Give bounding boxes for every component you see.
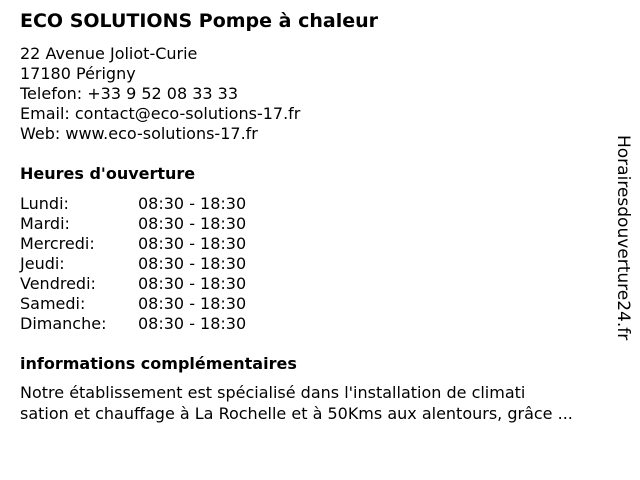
opening-hours-list — [20, 194, 246, 334]
phone: Telefon: +33 9 52 08 33 33 — [20, 84, 239, 103]
city: 17180 Périgny — [20, 64, 136, 83]
hours-row — [20, 314, 246, 334]
hours-row — [20, 214, 246, 234]
hours-row — [20, 294, 246, 314]
opening-hours-heading: Heures d'ouverture — [20, 164, 196, 183]
day-label: Jeudi: — [20, 254, 65, 273]
time-range: 08:30 - 18:30 — [138, 294, 247, 313]
hours-row — [20, 254, 246, 274]
time-range: 08:30 - 18:30 — [138, 314, 247, 333]
day-label: Lundi: — [20, 194, 69, 213]
site-watermark: Horairesdouverture24.fr — [613, 135, 633, 341]
info-line: Notre établissement est spécialisé dans l'installation de climati — [20, 383, 526, 402]
time-range: 08:30 - 18:30 — [138, 234, 247, 253]
day-label: Mercredi: — [20, 234, 95, 253]
time-range: 08:30 - 18:30 — [138, 254, 247, 273]
street-address: 22 Avenue Joliot-Curie — [20, 44, 198, 63]
additional-info-text — [20, 382, 625, 424]
time-range: 08:30 - 18:30 — [138, 274, 247, 293]
day-label: Samedi: — [20, 294, 86, 313]
hours-row — [20, 274, 246, 294]
day-label: Vendredi: — [20, 274, 96, 293]
additional-info-heading: informations complémentaires — [20, 354, 297, 373]
hours-row — [20, 234, 246, 254]
time-range: 08:30 - 18:30 — [138, 214, 247, 233]
email: Email: contact@eco-solutions-17.fr — [20, 104, 301, 123]
address-block — [20, 44, 300, 144]
day-label: Dimanche: — [20, 314, 107, 333]
business-name: ECO SOLUTIONS Pompe à chaleur — [20, 10, 378, 32]
time-range: 08:30 - 18:30 — [138, 194, 247, 213]
info-line: sation et chauffage à La Rochelle et à 50Kms aux alentours, grâce ... — [20, 404, 573, 423]
day-label: Mardi: — [20, 214, 70, 233]
hours-row — [20, 194, 246, 214]
website: Web: www.eco-solutions-17.fr — [20, 124, 258, 143]
